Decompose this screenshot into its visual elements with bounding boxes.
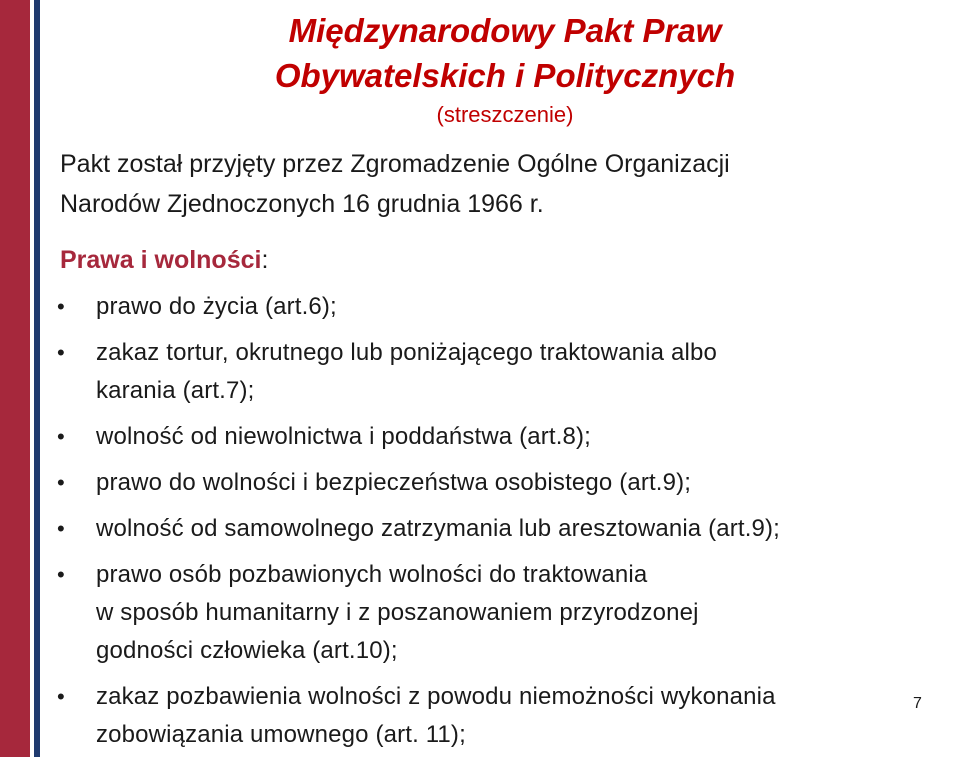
bullet-icon: • (57, 562, 65, 587)
bullet-icon: • (57, 684, 65, 709)
rights-heading-colon: : (261, 246, 269, 274)
rights-item-text: zakaz pozbawienia wolności z powodu niemożności wykonania (96, 683, 776, 710)
rights-list-item (0, 510, 960, 550)
bullet-icon: • (57, 294, 65, 319)
rights-item-text: prawo osób pozbawionych wolności do traktowania (96, 561, 648, 588)
rights-item-text: wolność od samowolnego zatrzymania lub aresztowania (art.9); (96, 515, 780, 542)
rights-item-text: prawo do życia (art.6); (96, 293, 337, 320)
slide-title-line-2: Obywatelskich i Politycznych (274, 57, 736, 94)
rights-item-text: wolność od niewolnictwa i poddaństwa (art.8); (96, 423, 591, 450)
slide-side-bar (0, 0, 40, 757)
rights-list-item (0, 334, 960, 404)
rights-list-item (0, 288, 960, 328)
rights-item-text: prawo do wolności i bezpieczeństwa osobistego (art.9); (96, 469, 692, 496)
rights-item-text: karania (art.7); (96, 377, 255, 404)
intro-paragraph (60, 144, 940, 224)
rights-item-text: zakaz tortur, okrutnego lub poniżającego traktowania albo (96, 339, 717, 366)
bullet-icon: • (57, 470, 65, 495)
rights-item-text: zobowiązania umownego (art. 11); (96, 721, 466, 748)
intro-line-2: Narodów Zjednoczonych 16 grudnia 1966 r. (60, 190, 544, 218)
slide-title-line-1: Międzynarodowy Pakt Praw (288, 12, 722, 49)
rights-list-item (0, 418, 960, 458)
rights-item-text: godności człowieka (art.10); (96, 637, 398, 664)
slide-subtitle: (streszczenie) (436, 102, 574, 127)
rights-item-text: w sposób humanitarny i z poszanowaniem przyrodzonej (96, 599, 699, 626)
rights-heading-label: Prawa i wolności (60, 246, 262, 274)
bullet-icon: • (57, 340, 65, 365)
rights-list-item (0, 556, 960, 664)
page-number: 7 (913, 695, 922, 712)
bullet-icon: • (57, 424, 65, 449)
rights-heading (60, 240, 268, 280)
rights-list-item (0, 464, 960, 504)
bullet-icon: • (57, 516, 65, 541)
rights-list-item (0, 678, 960, 748)
intro-line-1: Pakt został przyjęty przez Zgromadzenie Ogólne Organizacji (60, 150, 730, 178)
